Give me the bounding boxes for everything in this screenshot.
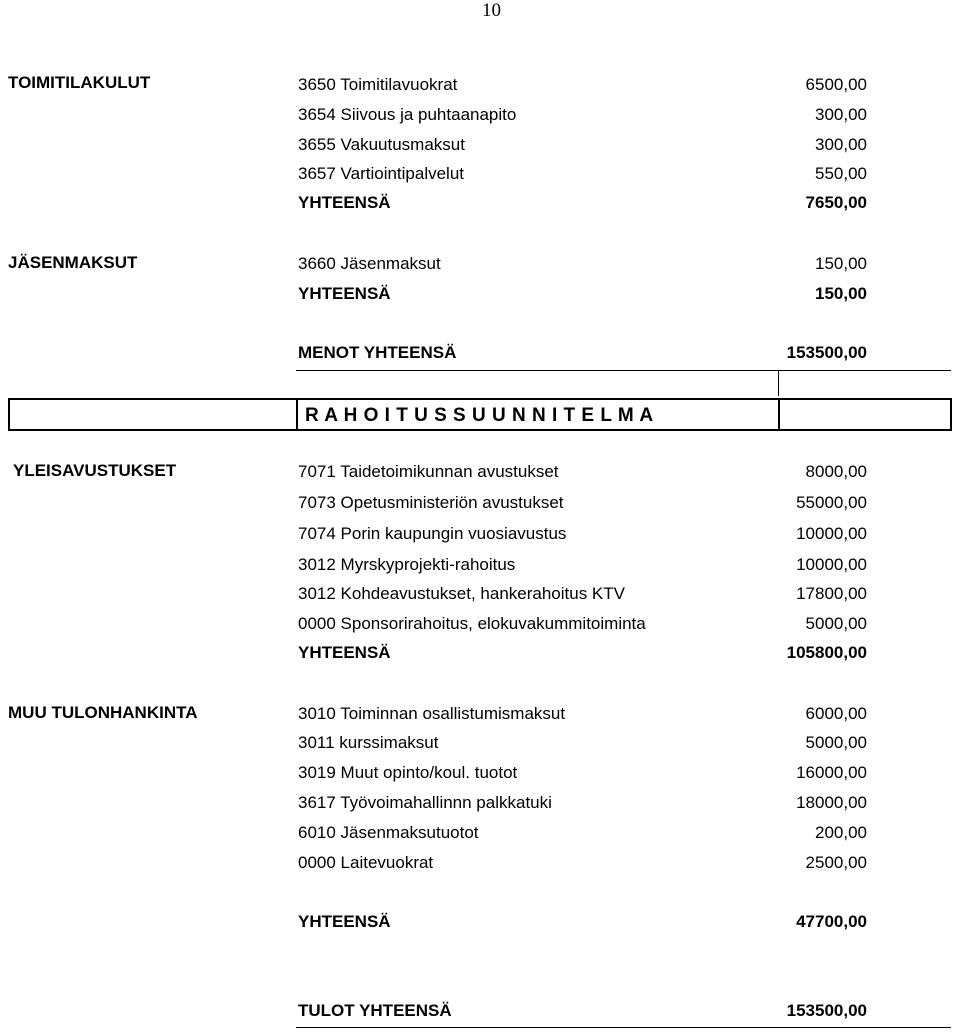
- row-label: 7074 Porin kaupungin vuosiavustus: [298, 524, 567, 543]
- row-amount: 6000,00: [805, 704, 867, 723]
- banner-divider-right: [778, 398, 780, 431]
- row-amount: 150,00: [815, 254, 867, 273]
- menot-total-amount: 153500,00: [786, 343, 867, 362]
- menot-total-label: MENOT YHTEENSÄ: [298, 343, 457, 362]
- row-amount: 2500,00: [805, 853, 867, 872]
- section-title-muu-tulonhankinta: MUU TULONHANKINTA: [8, 703, 198, 722]
- row-amount: 16000,00: [796, 763, 867, 782]
- tulot-total-label: TULOT YHTEENSÄ: [298, 1001, 452, 1020]
- row-label: 3655 Vakuutusmaksut: [298, 135, 465, 154]
- section-title-jasenmaksut: JÄSENMAKSUT: [8, 253, 138, 272]
- total-amount: 47700,00: [796, 912, 867, 931]
- row-label: 0000 Laitevuokrat: [298, 853, 434, 872]
- row-label: 7073 Opetusministeriön avustukset: [298, 493, 564, 512]
- row-label: 3019 Muut opinto/koul. tuotot: [298, 763, 518, 782]
- banner-left-border: [8, 398, 10, 431]
- row-label: 3010 Toiminnan osallistumismaksut: [298, 704, 566, 723]
- total-label: YHTEENSÄ: [298, 912, 391, 931]
- banner-bottom-border: [8, 429, 951, 431]
- row-amount: 550,00: [815, 164, 867, 183]
- row-label: 3654 Siivous ja puhtaanapito: [298, 105, 517, 124]
- row-amount: 300,00: [815, 135, 867, 154]
- row-amount: 55000,00: [796, 493, 867, 512]
- row-label: 3617 Työvoimahallinnn palkkatuki: [298, 793, 552, 812]
- row-label: 3011 kurssimaksut: [298, 733, 439, 752]
- row-amount: 300,00: [815, 105, 867, 124]
- banner-right-border: [950, 398, 952, 431]
- tulot-underline: [296, 1027, 951, 1028]
- total-amount: 105800,00: [786, 643, 867, 662]
- row-amount: 6500,00: [805, 75, 867, 94]
- row-amount: 5000,00: [805, 733, 867, 752]
- total-label: YHTEENSÄ: [298, 193, 391, 212]
- banner-divider-left: [296, 398, 298, 431]
- banner-title: R A H O I T U S S U U N N I T E L M A: [305, 405, 654, 426]
- row-label: 3012 Myrskyprojekti-rahoitus: [298, 555, 516, 574]
- total-label: YHTEENSÄ: [298, 643, 391, 662]
- row-amount: 8000,00: [805, 462, 867, 481]
- row-label: 3012 Kohdeavustukset, hankerahoitus KTV: [298, 584, 625, 603]
- row-amount: 17800,00: [796, 584, 867, 603]
- menot-underline: [296, 370, 951, 371]
- row-amount: 10000,00: [796, 524, 867, 543]
- total-amount: 7650,00: [805, 193, 867, 212]
- row-amount: 200,00: [815, 823, 867, 842]
- row-amount: 10000,00: [796, 555, 867, 574]
- divider-line: [778, 370, 779, 396]
- row-label: 3650 Toimitilavuokrat: [298, 75, 458, 94]
- total-amount: 150,00: [815, 284, 867, 303]
- row-label: 3657 Vartiointipalvelut: [298, 164, 465, 183]
- section-title-yleisavustukset: YLEISAVUSTUKSET: [13, 461, 177, 480]
- row-amount: 5000,00: [805, 614, 867, 633]
- row-label: 7071 Taidetoimikunnan avustukset: [298, 462, 559, 481]
- section-title-toimitilakulut: TOIMITILAKULUT: [8, 73, 151, 92]
- row-label: 0000 Sponsorirahoitus, elokuvakummitoiminta: [298, 614, 646, 633]
- total-label: YHTEENSÄ: [298, 284, 391, 303]
- tulot-total-amount: 153500,00: [786, 1001, 867, 1020]
- row-amount: 18000,00: [796, 793, 867, 812]
- banner-top-border: [8, 398, 951, 400]
- row-label: 6010 Jäsenmaksutuotot: [298, 823, 479, 842]
- page-number: 10: [482, 0, 501, 21]
- row-label: 3660 Jäsenmaksut: [298, 254, 441, 273]
